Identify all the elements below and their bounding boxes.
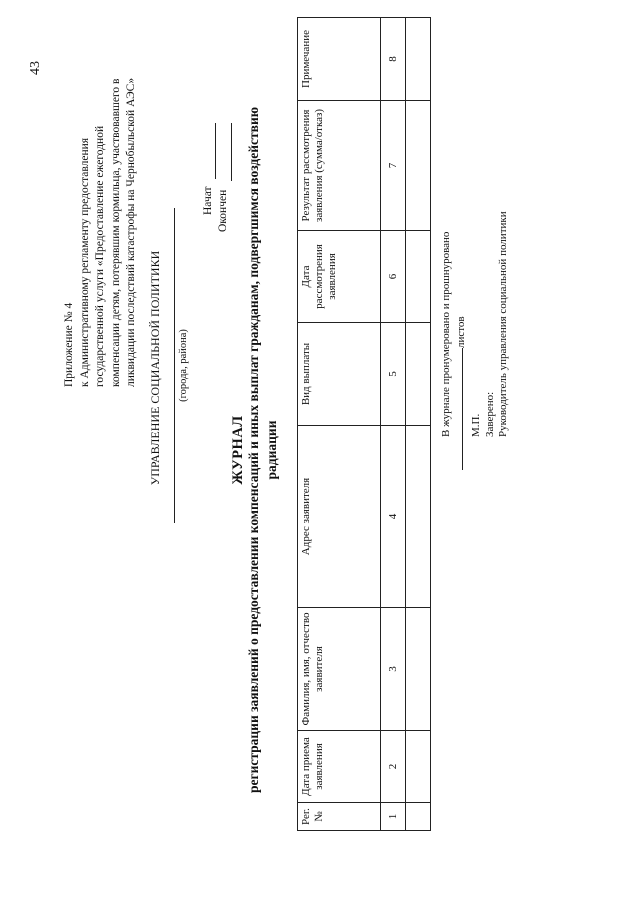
column-header: Дата рассмотрения заявления (298, 231, 381, 323)
table-cell (406, 101, 431, 231)
sheets-label: листов (455, 316, 467, 348)
department-title: УПРАВЛЕНИЕ СОЦИАЛЬНОЙ ПОЛИТИКИ (148, 250, 162, 486)
column-header: Адрес заявителя (298, 426, 381, 608)
journal-subtitle: регистрации заявлений о предоставлении компенсаций и иных выплат гражданам, подвергшимся воздействию (246, 106, 261, 794)
journal-table (297, 17, 431, 831)
column-header: Примечание (298, 18, 381, 101)
table-cell (406, 731, 431, 803)
table-cell (406, 231, 431, 323)
table-header-row (298, 18, 381, 831)
table-cell (406, 18, 431, 101)
appendix-line: компенсации детям, потерявшим кормильца, участвовавшего в (109, 78, 122, 387)
column-header: Вид выплаты (298, 323, 381, 426)
column-number: 4 (381, 426, 406, 608)
table-cell (406, 426, 431, 608)
table-empty-row (406, 18, 431, 831)
department-caption: (города, района) (178, 329, 189, 402)
signatory-title: Руководитель управления социальной политики (497, 211, 509, 437)
column-header: Рег. № (298, 803, 381, 831)
journal-subtitle-continued: радиации (264, 420, 279, 480)
column-header: Фамилия, имя, отчество заявителя (298, 608, 381, 731)
appendix-line: государственной услуги «Предоставление ежегодной (94, 125, 106, 387)
column-number: 6 (381, 231, 406, 323)
stamp-label: М.П. (470, 413, 482, 437)
started-blank-line (215, 123, 216, 179)
appendix-line: ликвидации последствий катастрофы на Чернобыльской АЭС» (125, 77, 137, 387)
numbered-note: В журнале пронумеровано и прошнуровано (440, 231, 452, 437)
column-header: Дата приема заявления (298, 731, 381, 803)
table-cell (406, 323, 431, 426)
sheets-blank-line (462, 348, 463, 470)
appendix-line: Приложение № 4 (63, 302, 75, 387)
journal-title: ЖУРНАЛ (230, 415, 246, 485)
page-number: 43 (28, 61, 43, 75)
column-number: 5 (381, 323, 406, 426)
ended-label: Окончен (217, 189, 229, 232)
column-number: 7 (381, 101, 406, 231)
table-cell (406, 803, 431, 831)
department-underline (174, 208, 175, 523)
started-label: Начат (202, 186, 214, 215)
appendix-line: к Административному регламенту предоставления (78, 137, 91, 387)
column-number: 3 (381, 608, 406, 731)
table-cell (406, 608, 431, 731)
column-number: 8 (381, 18, 406, 101)
appendix-note (62, 17, 140, 387)
table-number-row (381, 18, 406, 831)
column-number: 1 (381, 803, 406, 831)
certified-label: Заверено: (484, 391, 496, 437)
column-header: Результат рассмотрения заявления (сумма/отказ) (298, 101, 381, 231)
column-number: 2 (381, 731, 406, 803)
